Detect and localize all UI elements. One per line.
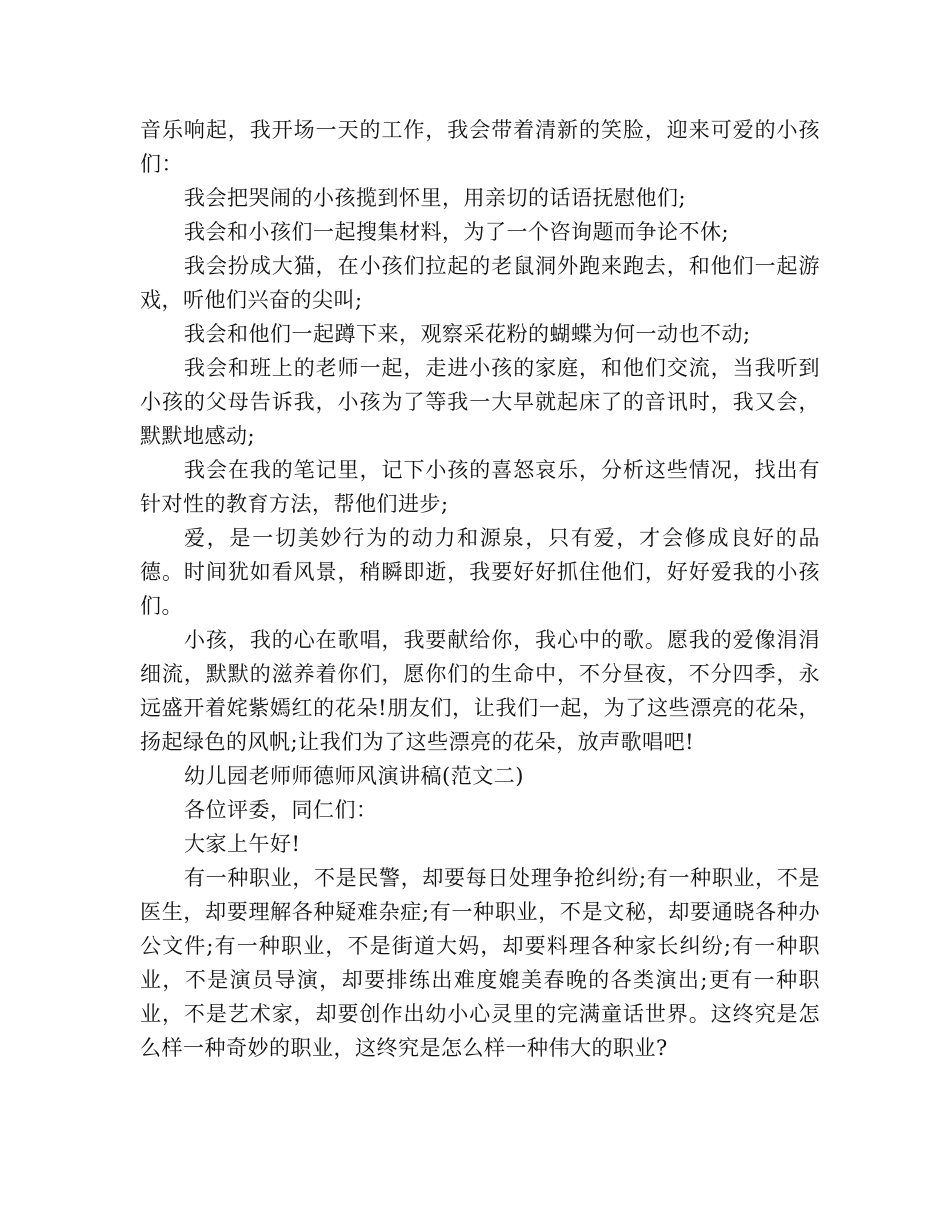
greeting: 大家上午好! (184, 832, 301, 856)
paragraph: 音乐响起，我开场一天的工作，我会带着清新的笑脸，迎来可爱的小孩们： (140, 118, 820, 176)
paragraph: 我会扮成大猫，在小孩们拉起的老鼠洞外跑来跑去，和他们一起游戏，听他们兴奋的尖叫; (140, 254, 820, 312)
paragraph: 爱，是一切美妙行为的动力和源泉，只有爱，才会修成良好的品德。时间犹如看风景，稍瞬即逝，我要好好抓住他们，好好爱我的小孩们。 (140, 526, 820, 618)
paragraph: 我会和班上的老师一起，走进小孩的家庭，和他们交流，当我听到小孩的父母告诉我，小孩为了等我一大早就起床了的音讯时，我又会，默默地感动; (140, 356, 820, 448)
paragraph: 我会在我的笔记里，记下小孩的喜怒哀乐，分析这些情况，找出有针对性的教育方法，帮他们进步; (140, 458, 820, 516)
paragraph: 小孩，我的心在歌唱，我要献给你，我心中的歌。愿我的爱像涓涓细流，默默的滋养着你们，愿你们的生命中，不分昼夜，不分四季，永远盛开着姹紫嫣红的花朵!朋友们，让我们一起，为了这些漂亮的花朵，扬起绿色的风帆;让我们为了这些漂亮的花朵，放声歌唱吧! (140, 628, 820, 754)
section-heading: 幼儿园老师师德师风演讲稿(范文二) (184, 764, 524, 788)
salutation: 各位评委，同仁们： (184, 798, 378, 822)
document-body (140, 113, 820, 1065)
paragraph: 我会和他们一起蹲下来，观察采花粉的蝴蝶为何一动也不动; (184, 322, 751, 346)
paragraph: 我会和小孩们一起搜集材料，为了一个咨询题而争论不休; (184, 220, 730, 244)
paragraph: 我会把哭闹的小孩揽到怀里，用亲切的话语抚慰他们; (184, 186, 687, 210)
paragraph: 有一种职业，不是民警，却要每日处理争抢纠纷;有一种职业，不是医生，却要理解各种疑难杂症;有一种职业，不是文秘，却要通晓各种办公文件;有一种职业，不是街道大妈，却要料理各种家长纠纷;有一种职业，不是演员导演，却要排练出难度媲美春晚的各类演出;更有一种职业，不是艺术家，却要创作出幼小心灵里的完满童话世界。这终究是怎么样一种奇妙的职业，这终究是怎么样一种伟大的职业? (140, 866, 820, 1060)
